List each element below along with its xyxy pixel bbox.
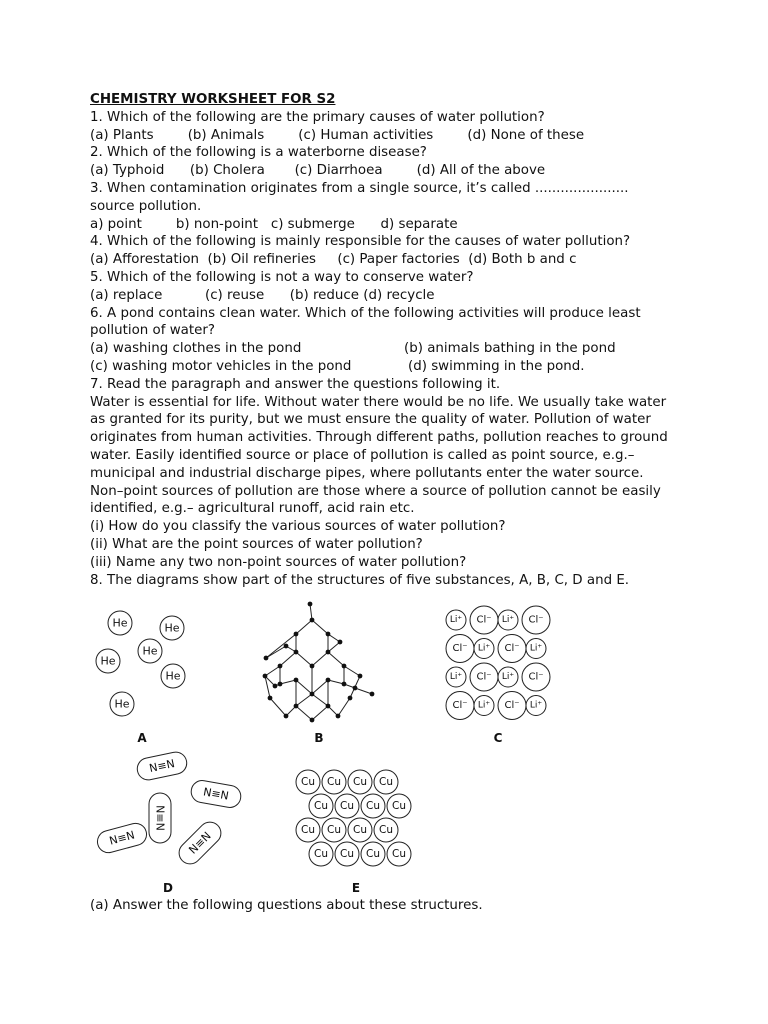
- covalent-bond: [266, 646, 286, 658]
- option: (c) Human activities: [298, 127, 434, 143]
- chloride-ion-label: Cl⁻: [504, 643, 520, 654]
- carbon-atom: [273, 684, 278, 689]
- question-2: 2. Which of the following is a waterborne disease?: [90, 145, 427, 161]
- carbon-atom: [342, 682, 347, 687]
- nitrogen-molecule: [175, 818, 226, 869]
- question-6-cont: pollution of water?: [90, 323, 215, 339]
- covalent-bond: [296, 620, 312, 634]
- copper-atom-label: Cu: [340, 848, 354, 860]
- chloride-ion-label: Cl⁻: [476, 614, 492, 626]
- option: (b) Animals: [187, 127, 265, 143]
- question-5-options: [90, 287, 690, 305]
- part-a-prompt: (a) Answer the following questions about these structures.: [90, 898, 483, 913]
- copper-atom-label: Cu: [301, 776, 315, 788]
- covalent-bond: [312, 706, 328, 720]
- copper-atom-label: Cu: [314, 848, 328, 860]
- option: c) submerge: [270, 216, 355, 232]
- covalent-bond: [344, 666, 360, 676]
- copper-atom-label: Cu: [353, 824, 367, 836]
- covalent-bond: [312, 680, 328, 694]
- copper-atom-label: Cu: [314, 800, 328, 812]
- option: (c) Paper factories: [337, 252, 460, 268]
- carbon-atom: [284, 714, 289, 719]
- covalent-bond: [312, 652, 328, 666]
- nitrogen-molecule: [95, 821, 149, 855]
- covalent-bond: [296, 652, 312, 666]
- question-7-paragraph: Water is essential for life. Without water there would be no life. We usually take water as granted for its purity, but we must ensure the quality of water. Pollution of water originates from human activities. Through different paths, pollution reaches to ground water. Easily identified source or place of pollution is called as point source, e.g.– municipal and industrial discharge pipes, where pollutants enter the water source. Non–point sources of pollution are those where a source of pollution cannot be easily identified, e.g.– agricultural runoff, acid rain etc.: [90, 394, 668, 517]
- structure-label-a: A: [137, 731, 147, 745]
- copper-atom-label: Cu: [327, 824, 341, 836]
- carbon-atom: [294, 632, 299, 637]
- nitrogen-molecule: [149, 793, 171, 843]
- question-8: 8. The diagrams show part of the structures of five substances, A, B, C, D and E.: [90, 572, 630, 588]
- option: (d) recycle: [363, 287, 435, 303]
- question-1: 1. Which of the following are the primary causes of water pollution?: [90, 109, 545, 125]
- covalent-bond: [280, 680, 296, 684]
- question-5: 5. Which of the following is not a way to conserve water?: [90, 269, 474, 285]
- covalent-bond: [296, 680, 312, 694]
- copper-atom-label: Cu: [366, 800, 380, 812]
- lithium-ion-label: Li⁺: [501, 672, 515, 682]
- worksheet: [90, 91, 690, 589]
- option: (b) Cholera: [189, 163, 265, 179]
- nitrogen-molecule-label: N≡N: [202, 785, 230, 803]
- covalent-bond: [296, 694, 312, 706]
- nitrogen-molecule-label: N≡N: [107, 828, 137, 848]
- lithium-ion-label: Li⁺: [529, 700, 543, 711]
- question-3-options: [90, 216, 690, 234]
- carbon-atom: [294, 678, 299, 683]
- carbon-atom: [326, 678, 331, 683]
- option: (c) Diarrhoea: [294, 163, 383, 179]
- copper-atom-label: Cu: [392, 848, 406, 860]
- option: (b) Oil refineries: [207, 252, 317, 268]
- option: a) point: [90, 216, 142, 232]
- chloride-ion-label: Cl⁻: [528, 614, 544, 626]
- chloride-ion-label: Cl⁻: [504, 700, 520, 711]
- question-3: 3. When contamination originates from a single source, it’s called ......................: [90, 180, 629, 196]
- covalent-bond: [328, 680, 344, 684]
- option: (a) Afforestation: [90, 252, 200, 268]
- nitrogen-molecule: [189, 779, 242, 809]
- question-6: 6. A pond contains clean water. Which of the following activities will produce least: [90, 305, 641, 321]
- carbon-atom: [348, 696, 353, 701]
- question-7-sub: (i) How do you classify the various sources of water pollution?: [90, 519, 506, 535]
- question-2-options: [90, 162, 690, 180]
- chloride-ion-label: Cl⁻: [452, 643, 468, 654]
- covalent-bond: [310, 604, 312, 620]
- covalent-bond: [270, 698, 286, 716]
- structure-label-e: E: [351, 881, 361, 895]
- option: b) non-point: [175, 216, 259, 232]
- lithium-ion-label: Li⁺: [477, 643, 491, 654]
- covalent-bond: [265, 666, 280, 676]
- copper-atom-label: Cu: [379, 776, 393, 788]
- carbon-atom: [278, 682, 283, 687]
- structure-diagram-svg: [90, 598, 570, 898]
- option: (c) reuse: [204, 287, 265, 303]
- chloride-ion-label: Cl⁻: [528, 671, 544, 683]
- question-7-sub: (iii) Name any two non-point sources of water pollution?: [90, 554, 467, 570]
- carbon-atom: [278, 664, 283, 669]
- carbon-atom: [310, 618, 315, 623]
- carbon-atom: [326, 650, 331, 655]
- question-7: 7. Read the paragraph and answer the questions following it.: [90, 376, 501, 392]
- covalent-bond: [355, 688, 372, 694]
- copper-atom-label: Cu: [379, 824, 393, 836]
- copper-atom-label: Cu: [353, 776, 367, 788]
- option: (d) swimming in the pond.: [408, 358, 585, 374]
- copper-atom-label: Cu: [327, 776, 341, 788]
- nitrogen-molecule: [135, 750, 188, 782]
- question-6-options-row2: [90, 358, 690, 376]
- carbon-atom: [310, 664, 315, 669]
- copper-atom-label: Cu: [392, 800, 406, 812]
- copper-atom-label: Cu: [301, 824, 315, 836]
- carbon-atom: [294, 704, 299, 709]
- question-4: 4. Which of the following is mainly responsible for the causes of water pollution?: [90, 234, 631, 250]
- carbon-atom: [336, 714, 341, 719]
- carbon-atom: [370, 692, 375, 697]
- question-3-cont: source pollution.: [90, 198, 202, 214]
- option: (b) animals bathing in the pond: [404, 341, 616, 357]
- carbon-atom: [268, 696, 273, 701]
- option: (b) reduce: [289, 287, 359, 303]
- option: (c) washing motor vehicles in the pond: [90, 358, 352, 374]
- carbon-atom: [308, 602, 313, 607]
- question-1-options: [90, 127, 690, 145]
- option: (d) None of these: [467, 127, 585, 143]
- covalent-bond: [328, 652, 344, 666]
- worksheet-title: CHEMISTRY WORKSHEET FOR S2: [90, 92, 336, 107]
- carbon-atom: [263, 674, 268, 679]
- option: (d) Both b and c: [468, 252, 577, 268]
- structure-label-c: C: [493, 731, 503, 745]
- helium-atom-label: He: [142, 644, 158, 658]
- carbon-atom: [338, 640, 343, 645]
- carbon-atom: [342, 664, 347, 669]
- carbon-atom: [358, 674, 363, 679]
- carbon-atom: [310, 692, 315, 697]
- question-4-options: [90, 251, 690, 269]
- carbon-atom: [353, 686, 358, 691]
- copper-atom-label: Cu: [366, 848, 380, 860]
- covalent-bond: [296, 706, 312, 720]
- chloride-ion-label: Cl⁻: [452, 700, 468, 711]
- carbon-atom: [284, 644, 289, 649]
- option: (a) Plants: [90, 127, 154, 143]
- lithium-ion-label: Li⁺: [529, 643, 543, 654]
- option: (a) replace: [90, 287, 163, 303]
- carbon-atom: [294, 650, 299, 655]
- nitrogen-molecule-label: N≡N: [153, 805, 167, 831]
- helium-atom-label: He: [112, 616, 128, 630]
- lithium-ion-label: Li⁺: [477, 700, 491, 711]
- lithium-ion-label: Li⁺: [449, 672, 463, 682]
- structure-label-d: D: [163, 881, 173, 895]
- question-7-sub: (ii) What are the point sources of water pollution?: [90, 536, 423, 552]
- helium-atom-label: He: [165, 669, 181, 683]
- covalent-bond: [266, 634, 296, 658]
- option: (a) Typhoid: [90, 163, 165, 179]
- carbon-atom: [264, 656, 269, 661]
- helium-atom-label: He: [100, 654, 116, 668]
- chloride-ion-label: Cl⁻: [476, 671, 492, 683]
- structure-diagrams: [90, 598, 570, 898]
- covalent-bond: [312, 620, 328, 634]
- question-6-options-row1: [90, 340, 690, 358]
- helium-atom-label: He: [114, 697, 130, 711]
- lithium-ion-label: Li⁺: [501, 615, 515, 625]
- option: (d) All of the above: [416, 163, 546, 179]
- carbon-atom: [310, 718, 315, 723]
- covalent-bond: [338, 698, 350, 716]
- option: d) separate: [380, 216, 458, 232]
- nitrogen-molecule-label: N≡N: [148, 756, 176, 776]
- nitrogen-molecule-label: N≡N: [186, 829, 214, 857]
- covalent-bond: [280, 652, 296, 666]
- covalent-bond: [312, 694, 328, 706]
- carbon-atom: [326, 632, 331, 637]
- copper-atom-label: Cu: [340, 800, 354, 812]
- structure-label-b: B: [314, 731, 324, 745]
- covalent-bond: [265, 676, 270, 698]
- helium-atom-label: He: [164, 621, 180, 635]
- option: (a) washing clothes in the pond: [90, 341, 302, 357]
- lithium-ion-label: Li⁺: [449, 615, 463, 625]
- carbon-atom: [326, 704, 331, 709]
